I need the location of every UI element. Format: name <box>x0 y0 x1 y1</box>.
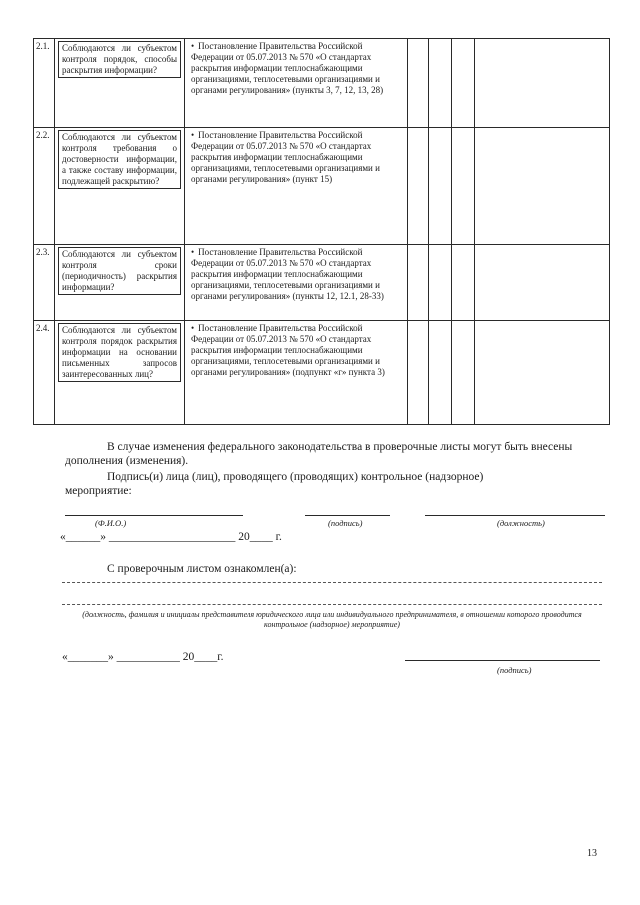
note-cell <box>475 39 610 128</box>
reference-text: Постановление Правительства Российской Федерации от 05.07.2013 № 570 «О стандартах раскрытия информации теплоснабжающими организациями, теплосетевыми организациями и органами регулирования» (подпункт «г» пункта 3) <box>191 323 385 377</box>
representative-line[interactable] <box>62 582 602 583</box>
table-row <box>34 128 610 245</box>
answer-cell <box>408 321 429 425</box>
caption-representative: (должность, фамилия и инициалы представителя юридического лица или индивидуального предпринимателя, в отношении которого проводится контрольное (надзорное) мероприятие) <box>82 610 582 629</box>
page-number: 13 <box>587 848 597 859</box>
note-cell <box>475 245 610 321</box>
representative-line-2[interactable] <box>62 604 602 605</box>
answer-cell <box>452 245 475 321</box>
table-row <box>34 245 610 321</box>
answer-cell <box>452 39 475 128</box>
signature-line-position[interactable] <box>425 515 605 516</box>
row-number: 2.1. <box>34 39 55 128</box>
answer-cell <box>408 39 429 128</box>
question-text: Соблюдаются ли субъектом контроля порядок раскрытия информации на основании письменных запросов заинтересованных лиц? <box>58 323 181 382</box>
question-text: Соблюдаются ли субъектом контроля требования о достоверности информации, а также составу информации, подлежащей раскрытию? <box>58 130 181 189</box>
answer-cell <box>429 128 452 245</box>
amendment-note: В случае изменения федерального законодательства в проверочные листы могут быть внесены дополнения (изменения). <box>65 441 573 467</box>
caption-signature: (подпись) <box>328 518 363 528</box>
date-field-representative[interactable]: «_______» ___________ 20____г. <box>62 651 224 663</box>
note-cell <box>475 321 610 425</box>
answer-cell <box>408 128 429 245</box>
table-row <box>34 39 610 128</box>
answer-cell <box>452 128 475 245</box>
signature-line-sign[interactable] <box>305 515 390 516</box>
checklist-table <box>33 38 610 425</box>
date-field-inspector[interactable]: «______» ______________________ 20____ г. <box>60 531 282 543</box>
caption-signature-2: (подпись) <box>497 665 532 675</box>
question-text: Соблюдаются ли субъектом контроля порядок, способы раскрытия информации? <box>58 41 181 78</box>
bullet-icon: • <box>191 130 195 140</box>
bullet-icon: • <box>191 323 195 333</box>
bullet-icon: • <box>191 41 195 51</box>
question-text: Соблюдаются ли субъектом контроля сроки (периодичность) раскрытия информации? <box>58 247 181 295</box>
signature-line-fio[interactable] <box>65 515 243 516</box>
caption-position: (должность) <box>497 518 545 528</box>
bullet-icon: • <box>191 247 195 257</box>
signature-intro: Подпись(и) лица (лиц), проводящего (проводящих) контрольное (надзорное) мероприятие: <box>65 471 484 497</box>
row-number: 2.4. <box>34 321 55 425</box>
table-row <box>34 321 610 425</box>
answer-cell <box>408 245 429 321</box>
row-number: 2.3. <box>34 245 55 321</box>
answer-cell <box>429 39 452 128</box>
answer-cell <box>452 321 475 425</box>
row-number: 2.2. <box>34 128 55 245</box>
answer-cell <box>429 321 452 425</box>
signature-line-representative[interactable] <box>405 660 600 661</box>
note-cell <box>475 128 610 245</box>
reference-text: Постановление Правительства Российской Федерации от 05.07.2013 № 570 «О стандартах раскрытия информации теплоснабжающими организациями, теплосетевыми организациями и органами регулирования» (пункты 12, 12.1, 28-33) <box>191 247 384 301</box>
caption-fio: (Ф.И.О.) <box>95 518 127 528</box>
answer-cell <box>429 245 452 321</box>
reference-text: Постановление Правительства Российской Федерации от 05.07.2013 № 570 «О стандартах раскрытия информации теплоснабжающими организациями, теплосетевыми организациями и органами регулирования» (пункт 15) <box>191 130 380 184</box>
acquainted-label: С проверочным листом ознакомлен(а): <box>107 563 297 575</box>
reference-text: Постановление Правительства Российской Федерации от 05.07.2013 № 570 «О стандартах раскрытия информации теплоснабжающими организациями, теплосетевыми организациями и органами регулирования» (пункты 3, 7, 12, 13, 28) <box>191 41 384 95</box>
